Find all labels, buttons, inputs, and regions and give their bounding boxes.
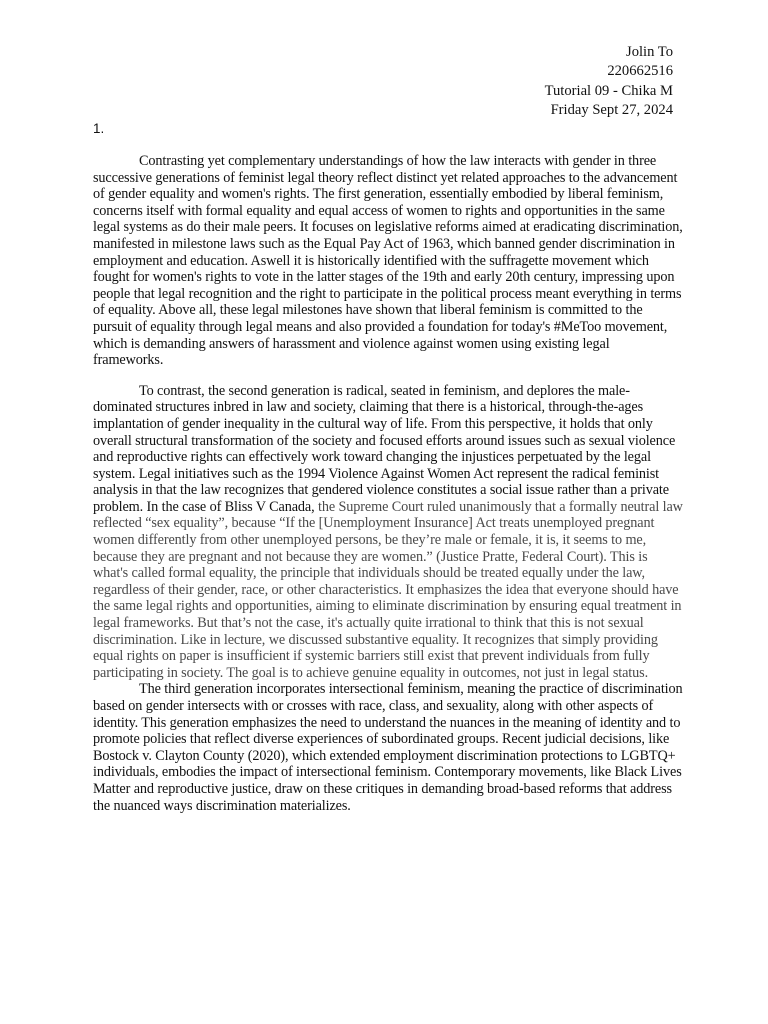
author-name: Jolin To <box>626 44 673 60</box>
question-number: 1. <box>93 121 105 136</box>
paragraph-second-generation <box>93 383 683 682</box>
tutorial-label: Tutorial 09 - Chika M <box>544 82 673 99</box>
student-id: 220662516 <box>607 63 673 80</box>
paragraph-first-generation: Contrasting yet complementary understandings of how the law interacts with gender in three successive generations of feminist legal theory reflect distinct yet related approaches to the advancement of gender equality and women's rights. The first generation, essentially embodied by liberal feminism, concerns itself with formal equality and equal access of women to rights and opportunities in the same legal systems as do their male peers. It focuses on legislative reforms aimed at eradicating discrimination, manifested in milestone laws such as the Equal Pay Act of 1963, which banned gender discrimination in employment and education. Aswell it is historically identified with the suffragette movement which fought for women's rights to vote in the latter stages of the 19th and early 20th century, impressing upon people that legal recognition and the right to participate in the political process meant everything in terms of equality. Above all, these legal milestones have shown that liberal feminism is committed to the pursuit of equality through legal means and also provided a foundation for today's #MeToo movement, which is demanding answers of harassment and violence against women using existing legal frameworks. <box>93 153 683 369</box>
document-date: Friday Sept 27, 2024 <box>550 101 673 118</box>
document-body <box>93 153 683 814</box>
document-header <box>545 43 673 120</box>
paragraph-second-generation-quoted: the Supreme Court ruled unanimously that a formally neutral law reflected “sex equality”, because “If the [Unemployment Insurance] Act treats unemployed pregnant women differently from other unemployed persons, be they’re male or female, it is, it seems to me, because they are pregnant and not because they are women.” (Justice Pratte, Federal Court). This is what's called formal equality, the principle that individuals should be treated equally under the law, regardless of their gender, race, or other characteristics. It emphasizes the idea that everyone should have the same legal rights and opportunities, aiming to eliminate discrimination by ensuring equal treatment in legal frameworks. But that’s not the case, it's actually quite irrational to think that this is not sexual discrimination. Like in lecture, we discussed substantive equality. It recognizes that simply providing equal rights on paper is insufficient if systemic barriers still exist that prevent individuals from fully participating in society. The goal is to achieve genuine equality in outcomes, not just in legal status. <box>93 498 683 681</box>
paragraph-second-generation-main: To contrast, the second generation is radical, seated in feminism, and deplores the male-dominated structures inbred in law and society, claiming that there is a historical, through-the-ages implantation of gender inequality in the cultural way of life. From this perspective, it holds that only overall structural transformation of the society and focused efforts around issues such as sexual violence and reproductive rights can effectively work toward changing the injustices perpetuated by the legal system. Legal initiatives such as the 1994 Violence Against Women Act represent the radical feminist analysis in that the law recognizes that gendered violence constitutes a social issue rather than a private problem. In the case of Bliss V Canada, <box>93 382 676 515</box>
paragraph-third-generation: The third generation incorporates intersectional feminism, meaning the practice of discrimination based on gender intersects with or crosses with race, class, and sexuality, along with other aspects of identity. This generation emphasizes the need to understand the nuances in the meaning of identity and to promote policies that reflect diverse experiences of subordinated groups. Recent judicial decisions, like Bostock v. Clayton County (2020), which extended employment discrimination protections to LGBTQ+ individuals, embodies the impact of intersectional feminism. Contemporary movements, like Black Lives Matter and reproductive justice, draw on these critiques in demanding broad-based reforms that address the nuanced ways discrimination materializes. <box>93 681 683 814</box>
